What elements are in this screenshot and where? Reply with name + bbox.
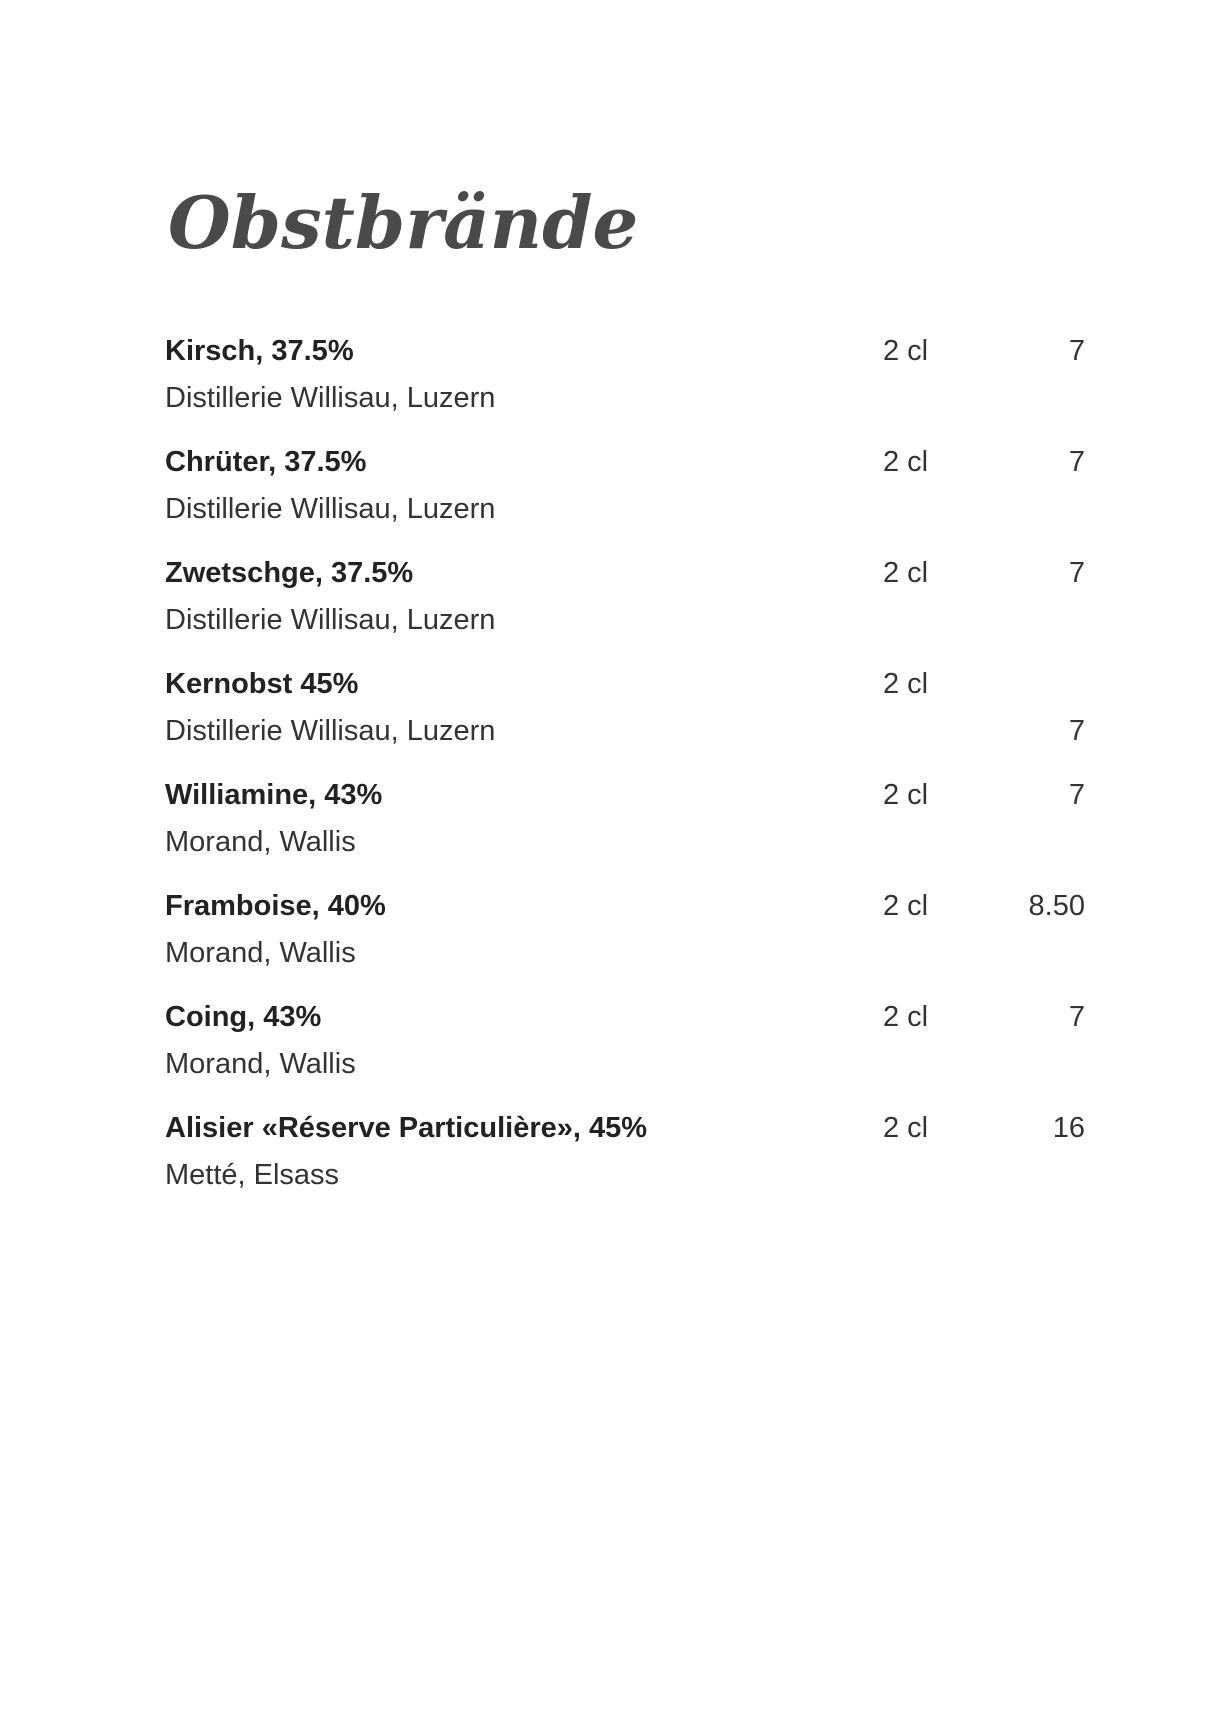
item-size: 2 cl	[883, 1001, 929, 1033]
item-producer: Distillerie Willisau, Luzern	[165, 382, 496, 414]
menu-item	[165, 772, 1085, 883]
item-price: 7	[1068, 335, 1085, 367]
item-size: 2 cl	[883, 668, 929, 700]
item-name: Chrüter, 37.5%	[165, 446, 367, 478]
item-size: 2 cl	[883, 557, 929, 589]
item-producer: Distillerie Willisau, Luzern	[165, 715, 496, 747]
item-name: Williamine, 43%	[165, 779, 383, 811]
item-name: Framboise, 40%	[165, 890, 386, 922]
menu-item	[165, 661, 1085, 772]
item-producer: Morand, Wallis	[165, 937, 356, 969]
item-size: 2 cl	[883, 1112, 929, 1144]
menu-item	[165, 550, 1085, 661]
item-size: 2 cl	[883, 335, 929, 367]
menu-item	[165, 439, 1085, 550]
item-price: 7	[1068, 446, 1085, 478]
item-price: 7	[1068, 557, 1085, 589]
menu-item	[165, 328, 1085, 439]
item-producer: Distillerie Willisau, Luzern	[165, 493, 496, 525]
item-price-secondary: 7	[1068, 715, 1085, 747]
item-price: 7	[1068, 779, 1085, 811]
item-name: Coing, 43%	[165, 1001, 322, 1033]
item-name: Kernobst 45%	[165, 668, 359, 700]
item-producer: Morand, Wallis	[165, 1048, 356, 1080]
item-name: Alisier «Réserve Particulière», 45%	[165, 1112, 648, 1144]
menu-item	[165, 883, 1085, 994]
item-price: 8.50	[1028, 890, 1085, 922]
menu-item	[165, 1105, 1085, 1216]
item-size: 2 cl	[883, 779, 929, 811]
item-price: 7	[1068, 1001, 1085, 1033]
item-producer: Morand, Wallis	[165, 826, 356, 858]
item-producer: Distillerie Willisau, Luzern	[165, 604, 496, 636]
menu-list	[165, 328, 1085, 1216]
item-producer: Metté, Elsass	[165, 1159, 340, 1191]
item-size: 2 cl	[883, 890, 929, 922]
item-name: Zwetschge, 37.5%	[165, 557, 414, 589]
item-size: 2 cl	[883, 446, 929, 478]
page-title: Obstbrände	[168, 180, 639, 265]
menu-item	[165, 994, 1085, 1105]
item-name: Kirsch, 37.5%	[165, 335, 354, 367]
item-price: 16	[1052, 1112, 1085, 1144]
